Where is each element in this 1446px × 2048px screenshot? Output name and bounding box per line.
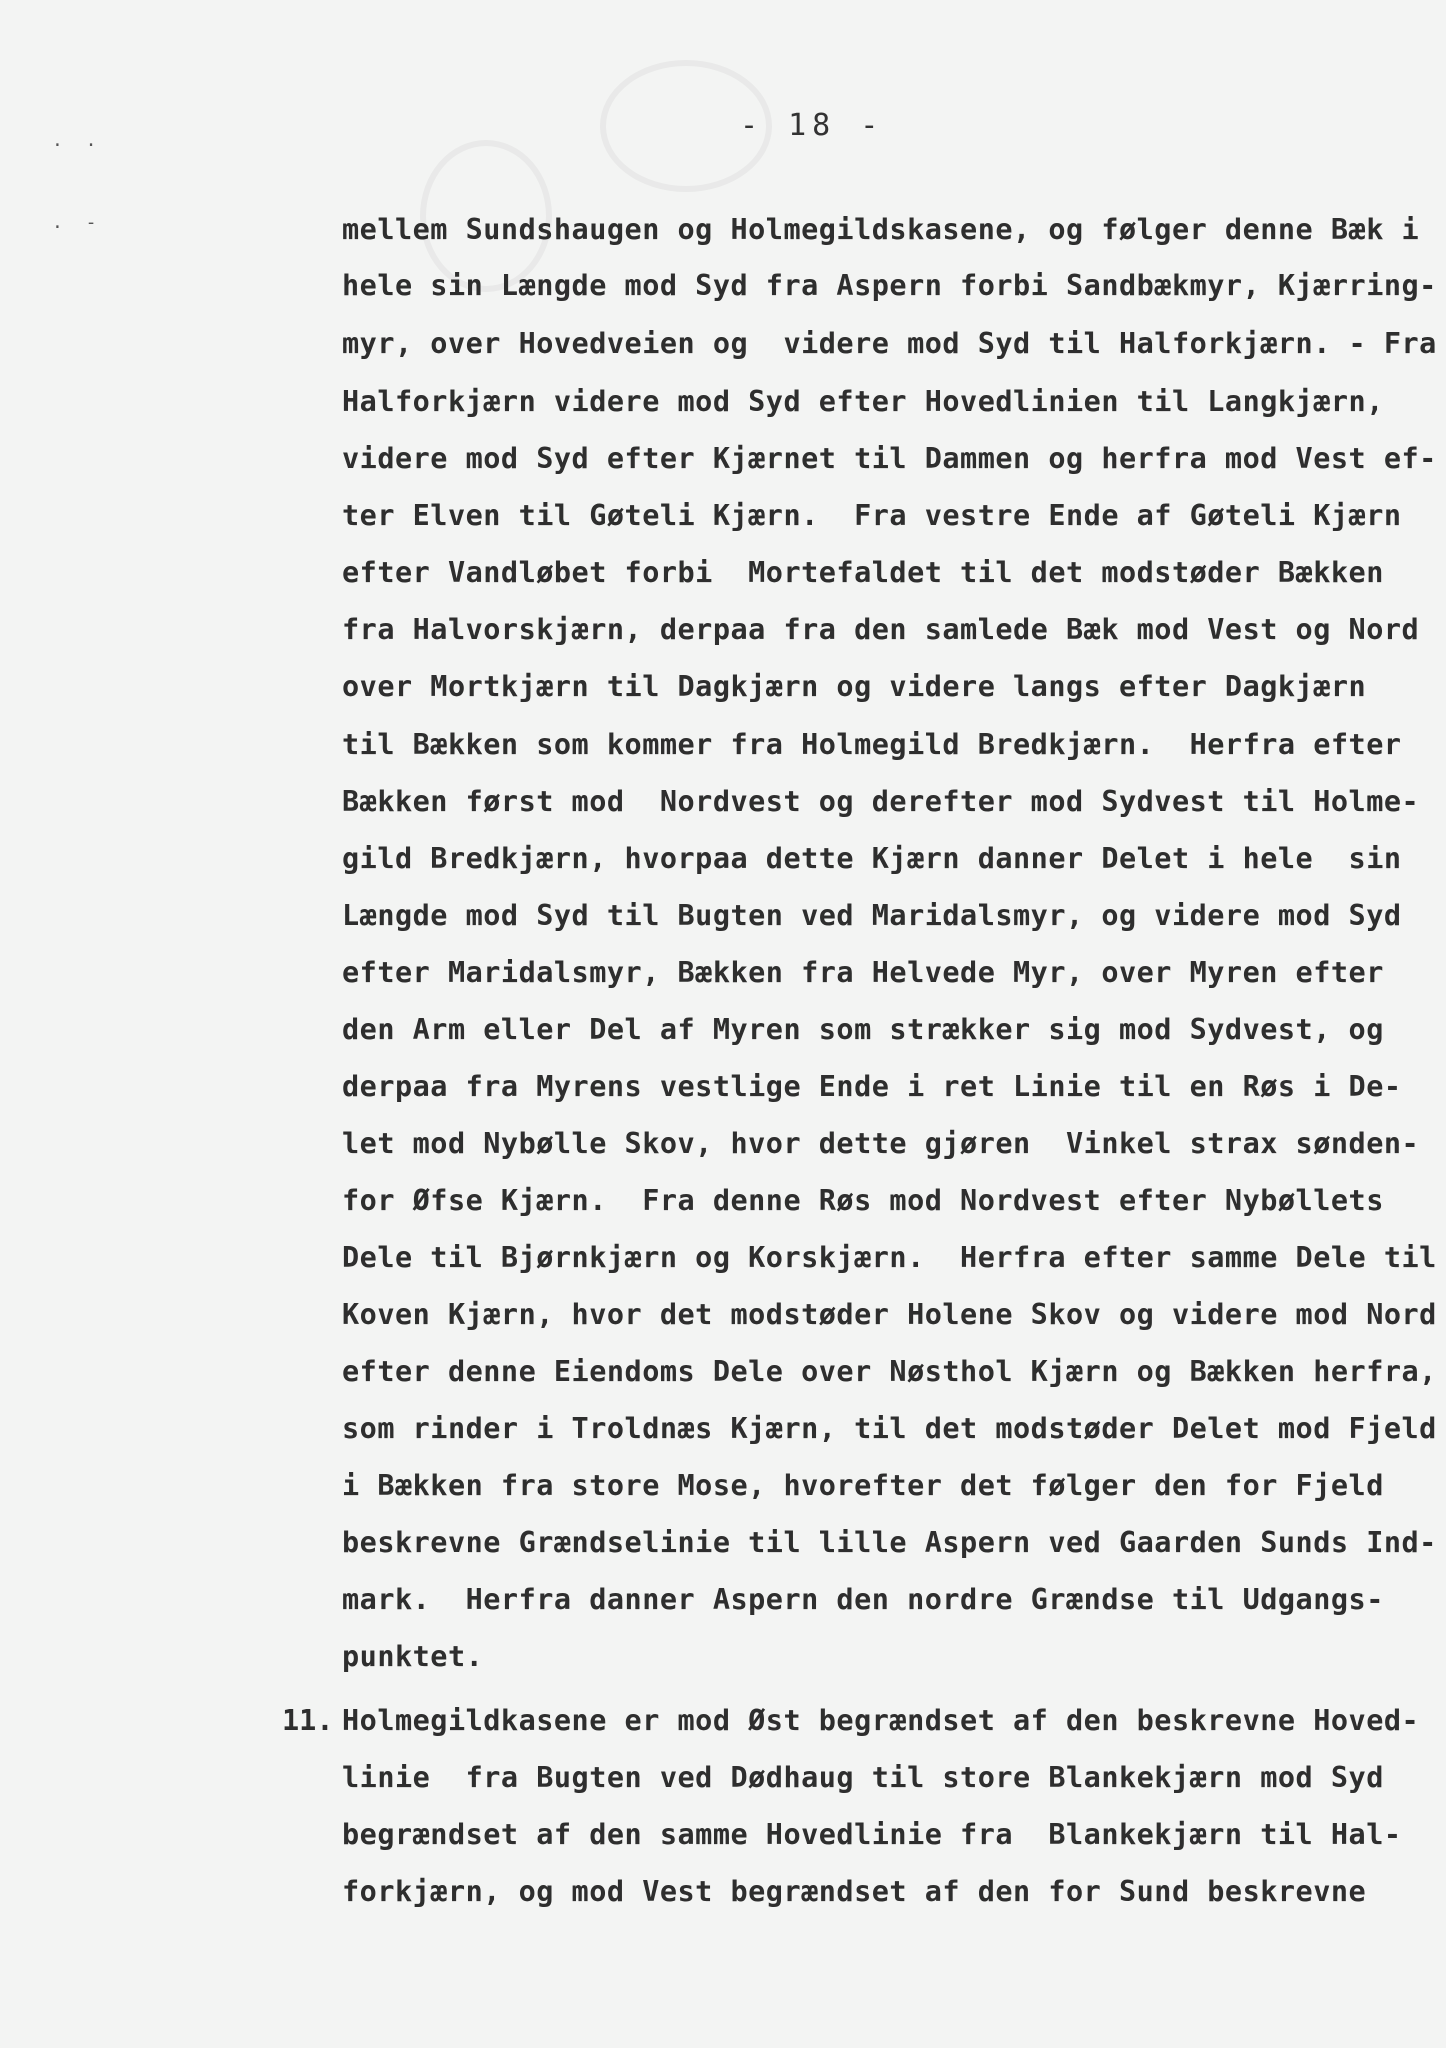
text-line: derpaa fra Myrens vestlige Ende i ret Linie til en Røs i De- bbox=[342, 1070, 1402, 1103]
page-number: - 18 - bbox=[740, 108, 885, 143]
margin-mark: . . bbox=[52, 130, 103, 151]
text-line: efter Vandløbet forbi Mortefaldet til det modstøder Bækken bbox=[342, 556, 1384, 589]
text-line: Dele til Bjørnkjærn og Korskjærn. Herfra efter samme Dele til bbox=[342, 1241, 1437, 1274]
text-line: Bækken først mod Nordvest og derefter mod Sydvest til Holme- bbox=[342, 785, 1420, 818]
text-line: gild Bredkjærn, hvorpaa dette Kjærn danner Delet i hele sin bbox=[342, 842, 1402, 875]
text-line: hele sin Længde mod Syd fra Aspern forbi Sandbækmyr, Kjærring- bbox=[342, 269, 1437, 302]
text-line: for Øfse Kjærn. Fra denne Røs mod Nordvest efter Nybøllets bbox=[342, 1184, 1384, 1217]
text-line: punktet. bbox=[342, 1640, 484, 1673]
text-line: den Arm eller Del af Myren som strækker sig mod Sydvest, og bbox=[342, 1013, 1384, 1046]
item-number: 11. bbox=[282, 1704, 334, 1737]
text-line: Holmegildkasene er mod Øst begrændset af den beskrevne Hoved- bbox=[342, 1704, 1420, 1737]
text-line: myr, over Hovedveien og videre mod Syd til Halforkjærn. - Fra bbox=[342, 327, 1437, 360]
text-line: mark. Herfra danner Aspern den nordre Grændse til Udgangs- bbox=[342, 1583, 1384, 1616]
text-line: Koven Kjærn, hvor det modstøder Holene Skov og videre mod Nord bbox=[342, 1298, 1437, 1331]
text-line: beskrevne Grændselinie til lille Aspern ved Gaarden Sunds Ind- bbox=[342, 1526, 1437, 1559]
text-line: forkjærn, og mod Vest begrændset af den for Sund beskrevne bbox=[342, 1875, 1367, 1908]
text-line: over Mortkjærn til Dagkjærn og videre langs efter Dagkjærn bbox=[342, 670, 1367, 703]
text-line: i Bækken fra store Mose, hvorefter det følger den for Fjeld bbox=[342, 1469, 1384, 1502]
text-line: let mod Nybølle Skov, hvor dette gjøren Vinkel strax sønden- bbox=[342, 1127, 1420, 1160]
text-line: efter denne Eiendoms Dele over Nøsthol Kjærn og Bækken herfra, bbox=[342, 1355, 1437, 1388]
text-line: begrændset af den samme Hovedlinie fra Blankekjærn til Hal- bbox=[342, 1818, 1402, 1851]
text-line: Halforkjærn videre mod Syd efter Hovedlinien til Langkjærn, bbox=[342, 385, 1384, 418]
text-line: linie fra Bugten ved Dødhaug til store Blankekjærn mod Syd bbox=[342, 1761, 1384, 1794]
text-line: videre mod Syd efter Kjærnet til Dammen og herfra mod Vest ef- bbox=[342, 442, 1437, 475]
text-line: efter Maridalsmyr, Bækken fra Helvede Myr, over Myren efter bbox=[342, 956, 1384, 989]
text-line: ter Elven til Gøteli Kjærn. Fra vestre Ende af Gøteli Kjærn bbox=[342, 499, 1402, 532]
text-line: fra Halvorskjærn, derpaa fra den samlede Bæk mod Vest og Nord bbox=[342, 613, 1420, 646]
text-line: mellem Sundshaugen og Holmegildskasene, og følger denne Bæk i bbox=[342, 213, 1420, 246]
text-line: Længde mod Syd til Bugten ved Maridalsmyr, og videre mod Syd bbox=[342, 899, 1402, 932]
text-line: til Bækken som kommer fra Holmegild Bredkjærn. Herfra efter bbox=[342, 728, 1402, 761]
margin-mark: . - bbox=[52, 212, 103, 233]
text-line: som rinder i Troldnæs Kjærn, til det modstøder Delet mod Fjeld bbox=[342, 1412, 1437, 1445]
